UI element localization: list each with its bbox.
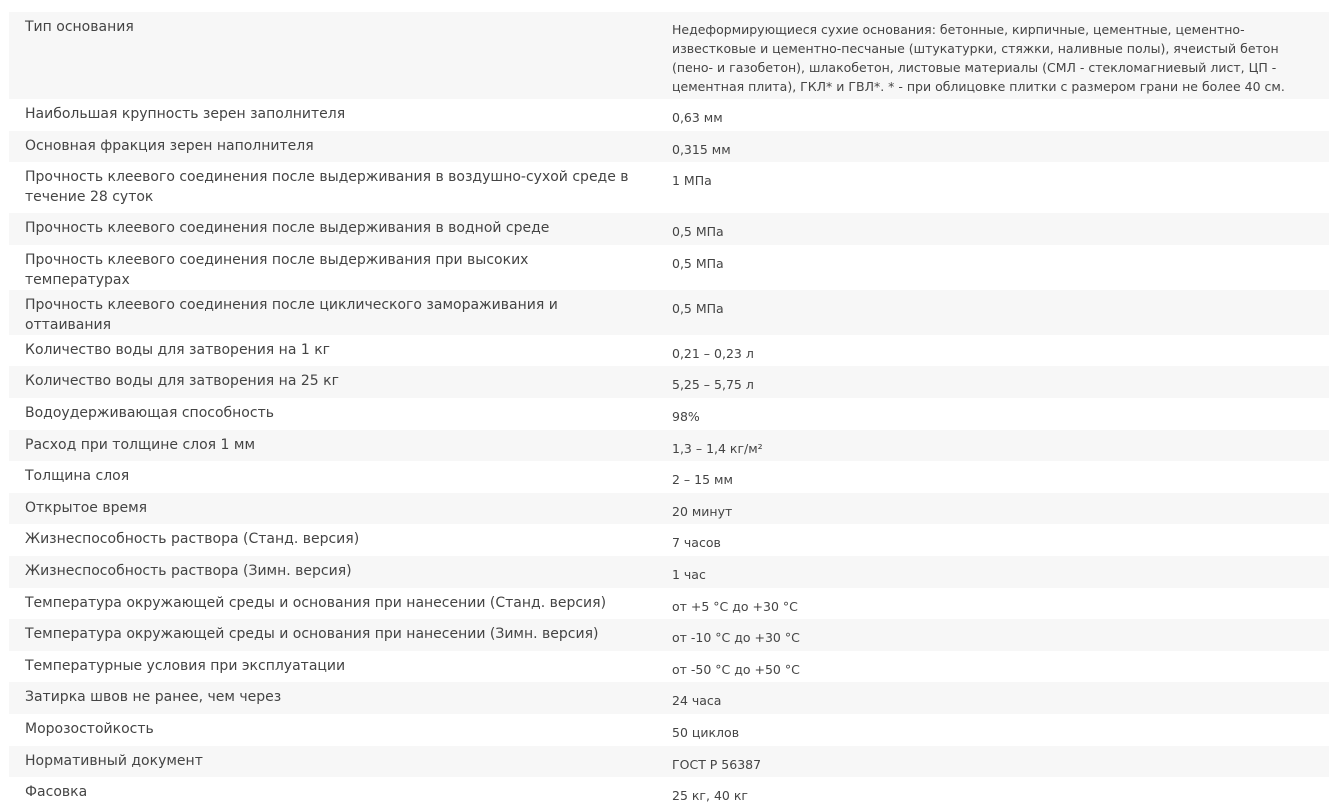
spec-name: Прочность клеевого соединения после циклического замораживания и оттаивания xyxy=(25,296,558,333)
spec-value: 0,63 мм xyxy=(672,110,723,125)
spec-name: Затирка швов не ранее, чем через xyxy=(25,689,282,706)
table-row xyxy=(9,290,1329,335)
table-row xyxy=(9,213,1329,245)
spec-value: 0,5 МПа xyxy=(672,300,724,316)
table-row xyxy=(9,461,1329,493)
spec-value: 98% xyxy=(672,408,700,424)
table-row xyxy=(9,335,1329,367)
spec-name: Прочность клеевого соединения после выдерживания в воздушно-сухой среде в течение 28 суток xyxy=(25,169,629,206)
spec-name: Температура окружающей среды и основания при нанесении (Зимн. версия) xyxy=(25,626,599,643)
spec-name: Водоудерживающая способность xyxy=(25,404,274,421)
spec-value: Недеформирующиеся сухие основания: бетонные, кирпичные, цементные, цементно-известковые и цементно-песчаные (штукатурки, стяжки, наливные полы), ячеистый бетон (пено- и газобетон), шлакобетон, листовые материалы (СМЛ - стекломагниевый лист, ЦП - цементная плита), ГКЛ* и ГВЛ*. * - при облицовке плитки с размером грани не более 40 см. xyxy=(672,22,1285,94)
spec-name: Открытое время xyxy=(25,499,148,516)
table-row xyxy=(9,714,1329,746)
spec-name: Жизнеспособность раствора (Зимн. версия) xyxy=(25,562,352,579)
spec-name: Количество воды для затворения на 1 кг xyxy=(25,341,331,358)
spec-name: Фасовка xyxy=(25,784,88,801)
table-row xyxy=(9,131,1329,163)
table-row xyxy=(9,162,1329,213)
spec-value: 5,25 – 5,75 л xyxy=(672,377,754,393)
spec-value: 1 МПа xyxy=(672,173,712,189)
spec-name: Морозостойкость xyxy=(25,720,154,737)
spec-value: 0,5 МПа xyxy=(672,224,724,240)
spec-value: ГОСТ Р 56387 xyxy=(672,756,762,772)
table-row xyxy=(9,651,1329,683)
spec-value: 0,5 МПа xyxy=(672,255,724,271)
spec-name: Количество воды для затворения на 25 кг xyxy=(25,373,339,390)
table-row xyxy=(9,12,1329,99)
spec-value: 50 циклов xyxy=(672,724,740,740)
table-row xyxy=(9,245,1329,290)
spec-value: 0,21 – 0,23 л xyxy=(672,345,754,361)
spec-value: от -50 °С до +50 °С xyxy=(672,661,800,677)
spec-value: 1,3 – 1,4 кг/м² xyxy=(672,440,763,456)
spec-name: Основная фракция зерен наполнителя xyxy=(25,137,314,154)
spec-name: Температурные условия при эксплуатации xyxy=(25,657,346,674)
table-row xyxy=(9,430,1329,462)
spec-name: Наибольшая крупность зерен заполнителя xyxy=(25,106,346,122)
table-row xyxy=(9,398,1329,430)
table-row xyxy=(9,524,1329,556)
table-row xyxy=(9,366,1329,398)
spec-value: 7 часов xyxy=(672,535,721,551)
specifications-table xyxy=(9,12,1329,809)
spec-name: Тип основания xyxy=(25,19,134,35)
spec-name: Толщина слоя xyxy=(25,468,130,485)
spec-name: Жизнеспособность раствора (Станд. версия) xyxy=(25,531,360,548)
spec-value: от +5 °С до +30 °С xyxy=(672,598,798,614)
spec-name: Прочность клеевого соединения после выдерживания при высоких температурах xyxy=(25,251,529,288)
table-row xyxy=(9,682,1329,714)
table-row xyxy=(9,556,1329,588)
spec-value: от -10 °С до +30 °С xyxy=(672,630,800,646)
spec-value: 2 – 15 мм xyxy=(672,472,733,488)
spec-name: Прочность клеевого соединения после выдерживания в водной среде xyxy=(25,220,550,237)
spec-value: 1 час xyxy=(672,566,706,582)
table-row xyxy=(9,99,1329,131)
table-row xyxy=(9,746,1329,778)
table-row xyxy=(9,777,1329,809)
spec-value: 25 кг, 40 кг xyxy=(672,788,748,804)
spec-value: 20 минут xyxy=(672,503,733,519)
spec-name: Расход при толщине слоя 1 мм xyxy=(25,436,256,453)
table-row xyxy=(9,493,1329,525)
spec-name: Нормативный документ xyxy=(25,752,203,769)
spec-value: 24 часа xyxy=(672,693,722,709)
spec-value: 0,315 мм xyxy=(672,141,731,157)
spec-name: Температура окружающей среды и основания при нанесении (Станд. версия) xyxy=(25,594,607,611)
table-row xyxy=(9,619,1329,651)
table-row xyxy=(9,588,1329,620)
